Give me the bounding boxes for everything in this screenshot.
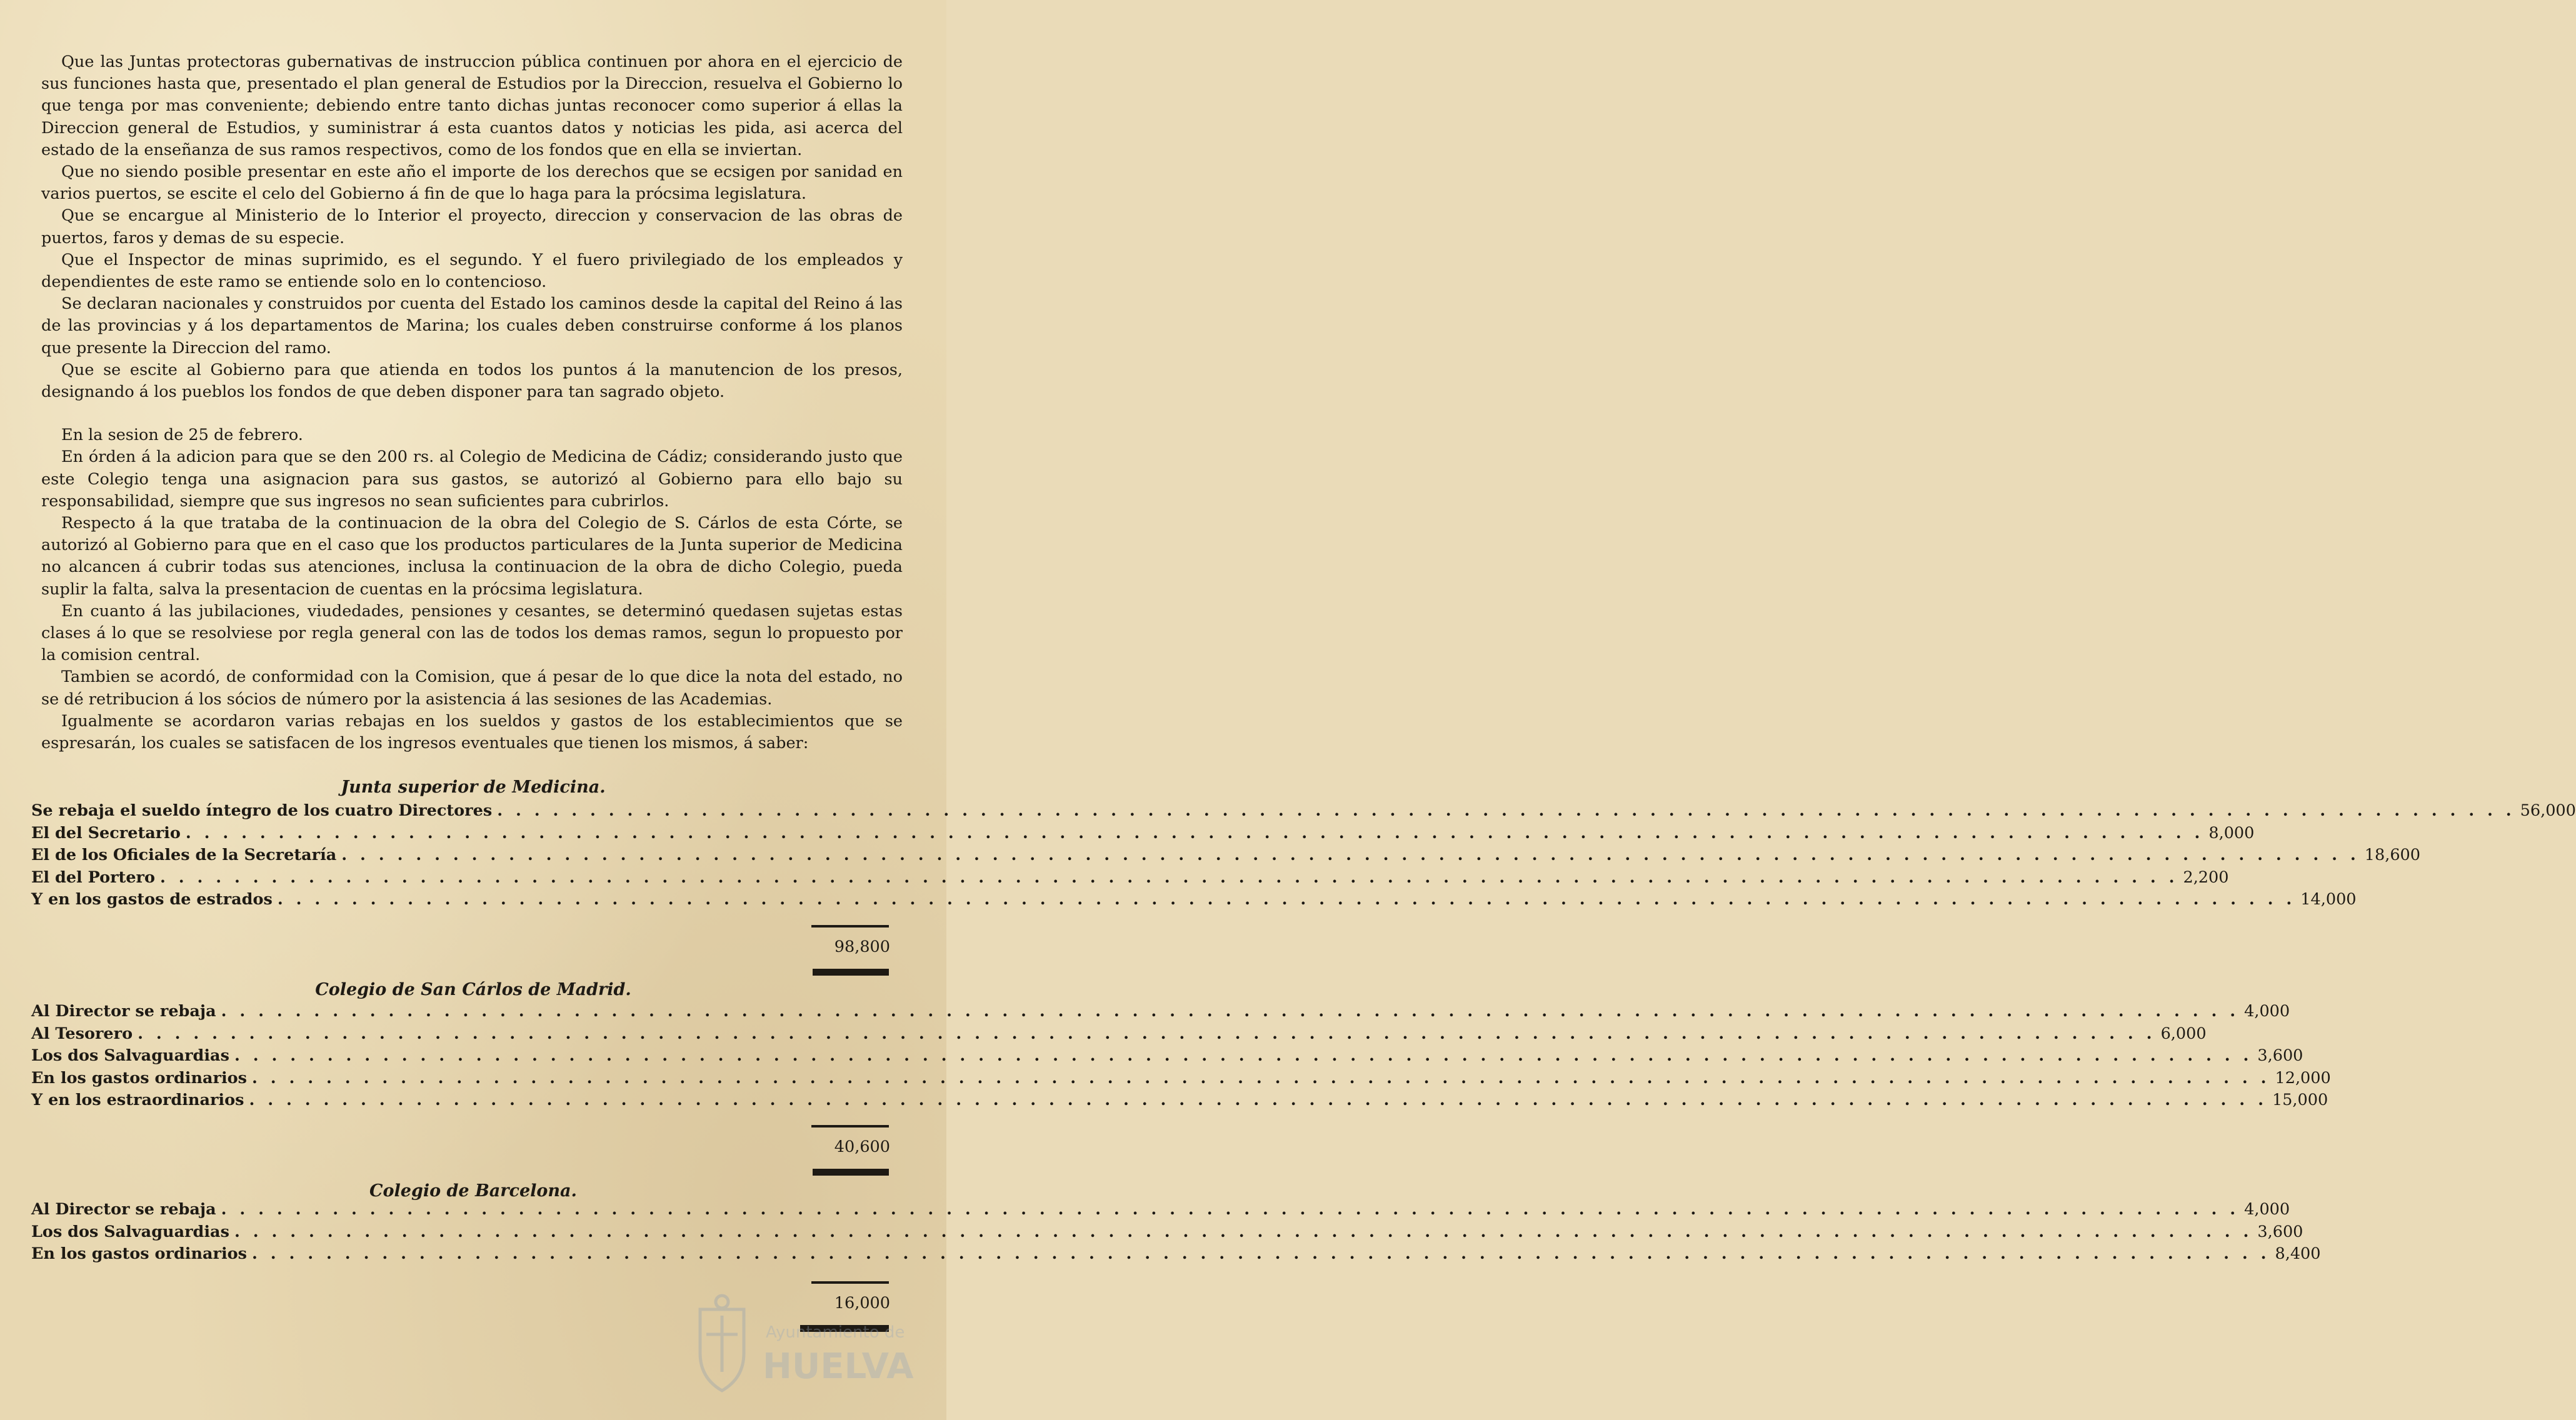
leader-dots xyxy=(497,801,2515,820)
leader-dots xyxy=(234,1046,2252,1065)
row-amount: 3,600 xyxy=(2257,1046,2303,1065)
row-label: En los gastos ordinarios xyxy=(31,1244,248,1263)
row-amount: 15,000 xyxy=(2272,1091,2328,1109)
leader-dots xyxy=(186,824,2203,842)
section-title-junta-medicina: Junta superior de Medicina. xyxy=(341,778,606,797)
row-label: Al Tesorero xyxy=(31,1024,133,1043)
ledger-row xyxy=(31,1046,2303,1069)
row-label: Y en los estraordinarios xyxy=(31,1091,244,1109)
row-label: En los gastos ordinarios xyxy=(31,1068,248,1088)
row-label: Al Director se rebaja xyxy=(31,1002,216,1021)
row-amount: 8,400 xyxy=(2275,1244,2321,1263)
section-total: 40,600 xyxy=(834,1138,890,1156)
section-total: 16,000 xyxy=(834,1294,890,1312)
leader-dots xyxy=(234,1222,2252,1241)
row-label: Al Director se rebaja xyxy=(31,1200,216,1219)
leader-dots xyxy=(221,1002,2239,1021)
row-label: Y en los gastos de estrados xyxy=(31,890,273,909)
ledger-row xyxy=(31,823,2255,846)
row-amount: 56,000 xyxy=(2520,801,2576,820)
row-amount: 3,600 xyxy=(2257,1222,2303,1241)
archive-watermark xyxy=(688,1291,914,1403)
leader-dots xyxy=(221,1200,2239,1219)
section-title-colegio-barcelona: Colegio de Barcelona. xyxy=(369,1181,577,1201)
paragraph: Respecto á la que trataba de la continuacion de la obra del Colegio de S. Cárlos de esta Córte, se autorizó al Gobierno para que en el caso que los productos particulares de la Junta superior de Medicina no alcancen á cubrir todas sus atenciones, inclusa la continuacion de la obra de dicho Colegio, pueda suplir la falta, salva la presentacion de cuentas en la prócsima legislatura. xyxy=(41,514,903,599)
paragraph: Tambien se acordó, de conformidad con la Comision, que á pesar de lo que dice la nota del estado, no se dé retribucion á los sócios de número por la asistencia á las sesiones de las Academias. xyxy=(41,668,903,709)
leader-dots xyxy=(249,1091,2267,1109)
paragraph: Que se escite al Gobierno para que atienda en todos los puntos á la manutencion de los presos, designando á los pueblos los fondos de que deben disponer para tan sagrado objeto. xyxy=(41,360,903,402)
paragraph: En órden á la adicion para que se den 200 rs. al Colegio de Medicina de Cádiz; considerando justo que este Colegio tenga una asignacion para sus gastos, se autorizó al Gobierno para ello bajo su responsabilidad, siempre que sus ingresos no sean suficientes para cubrirlos. xyxy=(41,448,903,511)
row-amount: 14,000 xyxy=(2300,890,2357,909)
paragraph: Que se encargue al Ministerio de lo Interior el proyecto, direccion y conservacion de las obras de puertos, faros y demas de su especie. xyxy=(41,206,903,248)
ledger-colegio-san-carlos xyxy=(31,1002,2331,1113)
session-heading: En la sesion de 25 de febrero. xyxy=(61,426,303,445)
row-label: Se rebaja el sueldo íntegro de los cuatro Directores xyxy=(31,801,493,820)
row-amount: 18,600 xyxy=(2364,846,2420,864)
total-rule xyxy=(813,969,889,976)
row-label: El del Secretario xyxy=(31,823,181,842)
row-amount: 8,000 xyxy=(2208,823,2255,842)
paragraph: Igualmente se acordaron varias rebajas en los sueldos y gastos de los establecimientos que se espresarán, los cuales se satisfacen de los ingresos eventuales que tienen los mismos, á saber: xyxy=(41,711,903,753)
resolutions-text xyxy=(41,51,903,754)
ledger-row xyxy=(31,1068,2331,1091)
ledger-junta-medicina xyxy=(31,801,2576,912)
sum-rule xyxy=(811,925,889,928)
ledger-row xyxy=(31,801,2576,824)
ledger-row xyxy=(31,846,2420,868)
ledger-row xyxy=(31,1091,2328,1113)
sum-rule xyxy=(811,1125,889,1128)
ledger-row xyxy=(31,1222,2303,1245)
row-label: Los dos Salvaguardias xyxy=(31,1046,229,1065)
ledger-row xyxy=(31,1024,2207,1047)
total-rule xyxy=(813,1169,889,1176)
paragraph: Que el Inspector de minas suprimido, es el segundo. Y el fuero privilegiado de los empleados y dependientes de este ramo se entiende solo en lo contencioso. xyxy=(41,250,903,292)
ledger-row xyxy=(31,1200,2290,1222)
ledger-colegio-barcelona xyxy=(31,1200,2321,1267)
watermark-line2: HUELVA xyxy=(763,1346,914,1387)
leader-dots xyxy=(160,868,2178,887)
watermark-line1: Ayuntamiento de xyxy=(766,1323,905,1342)
ledger-row xyxy=(31,890,2357,912)
row-label: Los dos Salvaguardias xyxy=(31,1222,229,1241)
ledger-row xyxy=(31,868,2229,891)
leader-dots xyxy=(252,1244,2270,1263)
leader-dots xyxy=(278,890,2295,909)
sum-rule xyxy=(811,1281,889,1284)
leader-dots xyxy=(252,1069,2270,1088)
row-amount: 4,000 xyxy=(2244,1200,2290,1219)
leader-dots xyxy=(341,846,2359,864)
coat-of-arms-icon xyxy=(700,1296,744,1391)
row-amount: 12,000 xyxy=(2275,1068,2331,1088)
row-label: El de los Oficiales de la Secretaría xyxy=(31,846,337,864)
row-label: El del Portero xyxy=(31,868,155,887)
section-total: 98,800 xyxy=(834,938,890,956)
paragraph: Que las Juntas protectoras gubernativas de instruccion pública continuen por ahora en el ejercicio de sus funciones hasta que, presentado el plan general de Estudios por la Direccion, resuelva el Gobierno lo que tenga por mas conveniente; debiendo entre tanto dichas juntas reconocer como superior á ellas la Direccion general de Estudios, y suministrar á esta cuantos datos y noticias les pida, asi acerca del estado de la enseñanza de sus ramos respectivos, como de los fondos que en ella se inviertan. xyxy=(41,52,903,159)
paragraph: Que no siendo posible presentar en este año el importe de los derechos que se ecsigen por sanidad en varios puertos, se escite el celo del Gobierno á fin de que lo haga para la prócsima legislatura. xyxy=(41,162,903,204)
row-amount: 4,000 xyxy=(2244,1002,2290,1021)
ledger-row xyxy=(31,1002,2290,1024)
ledger-row xyxy=(31,1244,2321,1267)
leader-dots xyxy=(138,1024,2155,1043)
paragraph: Se declaran nacionales y construidos por cuenta del Estado los caminos desde la capital del Reino á las de las provincias y á los departamentos de Marina; los cuales deben construirse conforme á los planos que presente la Direccion del ramo. xyxy=(41,294,903,358)
row-amount: 2,200 xyxy=(2183,868,2229,887)
paragraph: En cuanto á las jubilaciones, viudedades, pensiones y cesantes, se determinó quedasen sujetas estas clases á lo que se resolviese por regla general con las de todos los demas ramos, segun lo propuesto por la comision central. xyxy=(41,601,903,665)
row-amount: 6,000 xyxy=(2160,1024,2207,1043)
section-title-colegio-san-carlos: Colegio de San Cárlos de Madrid. xyxy=(315,980,631,999)
